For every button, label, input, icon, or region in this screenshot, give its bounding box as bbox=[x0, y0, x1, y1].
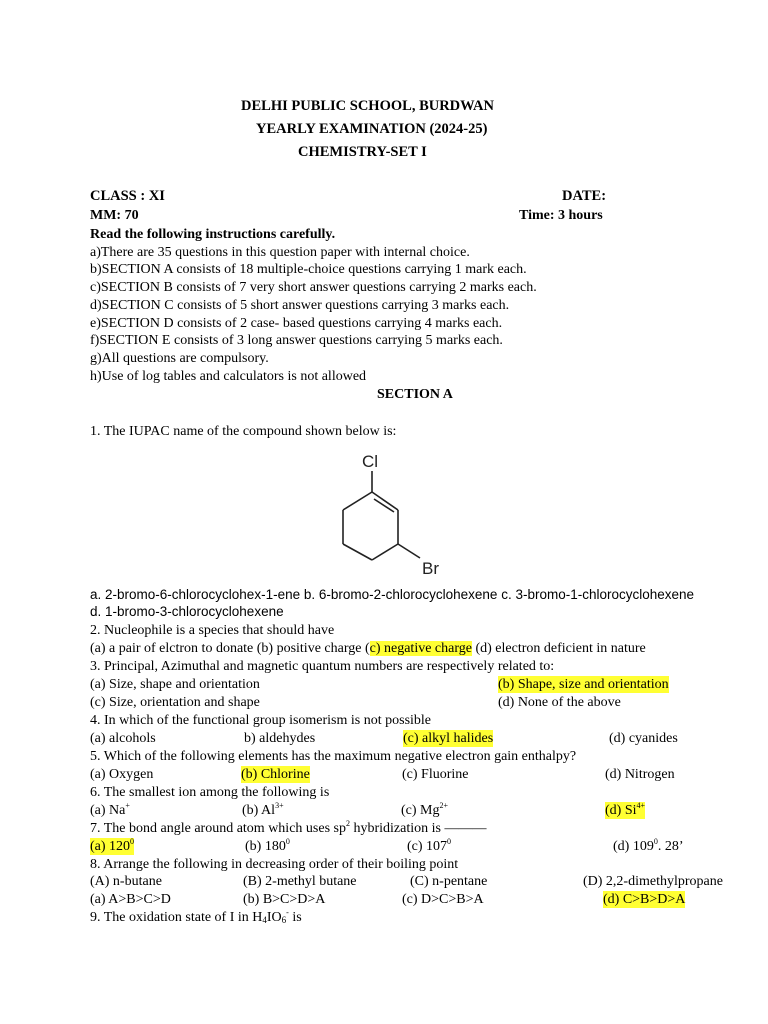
q5-option-c: (c) Fluorine bbox=[402, 767, 469, 782]
q3-option-c: (c) Size, orientation and shape bbox=[90, 695, 260, 710]
q2-stem: 2. Nucleophile is a species that should have bbox=[90, 623, 335, 638]
instructions-heading: Read the following instructions carefully. bbox=[90, 227, 336, 242]
chlorine-label: Cl bbox=[362, 452, 379, 471]
q8-option-d-answer: (d) C>B>D>A bbox=[603, 892, 686, 907]
q4-option-d: (d) cyanides bbox=[609, 731, 678, 746]
q5-stem: 5. Which of the following elements has the maximum negative electron gain enthalpy? bbox=[90, 749, 577, 764]
instruction-item: c)SECTION B consists of 7 very short answer questions carrying 2 marks each. bbox=[90, 280, 537, 295]
q3-stem: 3. Principal, Azimuthal and magnetic quantum numbers are respectively related to: bbox=[90, 659, 555, 674]
q7-option-d: (d) $109^0$. 28’ bbox=[613, 837, 684, 854]
q4-option-a: (a) alcohols bbox=[90, 731, 156, 746]
date-label: DATE: bbox=[562, 188, 607, 204]
cyclohexene-ring bbox=[343, 471, 420, 560]
instruction-item: a)There are 35 questions in this question paper with internal choice. bbox=[90, 245, 470, 260]
q8-item-A: (A) n-butane bbox=[90, 874, 162, 889]
q1-options-line1: a. 2-bromo-6-chlorocyclohex-1-ene b. 6-bromo-2-chlorocyclohexene c. 3-bromo-1-chlorocyclohexene bbox=[90, 587, 695, 602]
q6-option-c: (c) $Mg^{2+}$ bbox=[401, 801, 449, 818]
q8-option-a: (a) A>B>C>D bbox=[90, 892, 171, 907]
q8-item-D: (D) 2,2-dimethylpropane bbox=[583, 874, 723, 889]
q4-option-b: b) aldehydes bbox=[244, 731, 316, 746]
marks-label: MM: 70 bbox=[90, 208, 139, 223]
q1-options-line2: d. 1-bromo-3-chlorocyclohexene bbox=[90, 604, 284, 619]
chemical-structure bbox=[330, 448, 450, 580]
q6-stem: 6. The smallest ion among the following is bbox=[90, 785, 330, 800]
q3-option-d: (d) None of the above bbox=[498, 695, 621, 710]
q8-stem: 8. Arrange the following in decreasing order of their boiling point bbox=[90, 857, 459, 872]
q8-option-b: (b) B>C>D>A bbox=[243, 892, 326, 907]
section-title: SECTION A bbox=[377, 387, 453, 402]
q2-option-c-answer: c) negative charge bbox=[369, 641, 472, 656]
q6-option-b: (b) $Al^{3+}$ bbox=[242, 801, 284, 818]
instruction-item: f)SECTION E consists of 3 long answer questions carrying 5 marks each. bbox=[90, 333, 503, 348]
instruction-item: h)Use of log tables and calculators is not allowed bbox=[90, 369, 367, 384]
q1-stem: 1. The IUPAC name of the compound shown below is: bbox=[90, 424, 397, 439]
instruction-item: b)SECTION A consists of 18 multiple-choice questions carrying 1 mark each. bbox=[90, 262, 527, 277]
q5-option-d: (d) Nitrogen bbox=[605, 767, 675, 782]
instruction-item: g)All questions are compulsory. bbox=[90, 351, 269, 366]
q2-option-a: (a) a pair of elctron to donate (b) positive charge ( bbox=[90, 641, 370, 656]
q3-option-a: (a) Size, shape and orientation bbox=[90, 677, 260, 692]
q3-option-b-answer: (b) Shape, size and orientation bbox=[498, 677, 669, 692]
q7-option-b: (b) $180^0$ bbox=[245, 837, 290, 854]
time-label: Time: 3 hours bbox=[519, 208, 603, 223]
q2-options bbox=[90, 640, 646, 657]
school-name: DELHI PUBLIC SCHOOL, BURDWAN bbox=[241, 98, 494, 114]
q5-option-b-answer: (b) Chlorine bbox=[241, 767, 310, 782]
q4-option-c-answer: (c) alkyl halides bbox=[403, 731, 494, 746]
q8-item-C: (C) n-pentane bbox=[410, 874, 488, 889]
q8-item-B: (B) 2-methyl butane bbox=[243, 874, 357, 889]
q7-stem: 7. The bond angle around atom which uses $sp^2$ hybridization is ——— bbox=[90, 819, 487, 836]
q8-option-c: (c) D>C>B>A bbox=[402, 892, 484, 907]
class-label: CLASS : XI bbox=[90, 188, 165, 204]
q7-option-a-answer: (a) $120^0$ bbox=[90, 837, 135, 854]
instruction-item: e)SECTION D consists of 2 case- based questions carrying 4 marks each. bbox=[90, 316, 503, 331]
q4-stem: 4. In which of the functional group isomerism is not possible bbox=[90, 713, 432, 728]
q2-option-d: (d) electron deficient in nature bbox=[471, 641, 646, 656]
q5-option-a: (a) Oxygen bbox=[90, 767, 154, 782]
exam-title: YEARLY EXAMINATION (2024-25) bbox=[256, 121, 488, 137]
bromine-label: Br bbox=[422, 559, 439, 578]
q7-option-c: (c) $107^0$ bbox=[407, 837, 452, 854]
q6-option-a: (a) Na+ bbox=[90, 801, 130, 818]
instruction-item: d)SECTION C consists of 5 short answer questions carrying 3 marks each. bbox=[90, 298, 510, 313]
subject-title: CHEMISTRY-SET I bbox=[298, 144, 427, 160]
q9-stem: 9. The oxidation state of I in $H_4IO_6^-$ is bbox=[90, 908, 302, 925]
q6-option-d-answer: (d) $Si^{4+}$ bbox=[605, 801, 646, 818]
